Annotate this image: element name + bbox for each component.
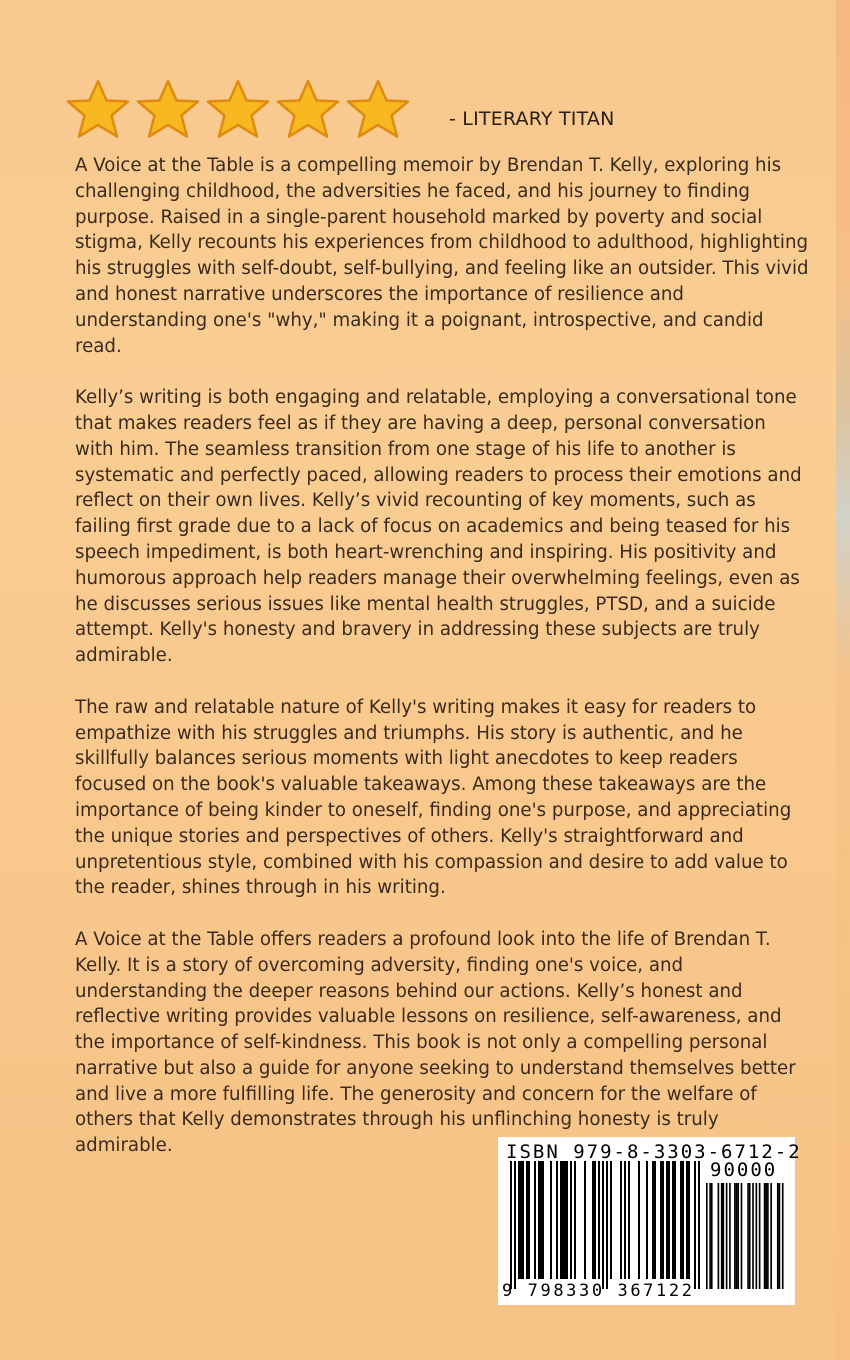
isbn-barcode: [498, 1137, 802, 1305]
barcode-bar: [562, 1161, 564, 1279]
barcode-bar: [646, 1161, 648, 1279]
barcode-bar: [592, 1161, 594, 1279]
star-rating: [64, 78, 412, 140]
barcode-bar: [540, 1161, 542, 1279]
addon-bar: [782, 1183, 784, 1289]
addon-bar: [729, 1183, 731, 1289]
barcode-bar: [564, 1161, 566, 1279]
addon-bar: [726, 1183, 728, 1289]
review-paragraph-3: The raw and relatable nature of Kelly's writing makes it easy for readers to empathize with his struggles and triumphs. His story is authentic, and he skillfully balances serious moments with light anecdotes to keep readers focused on the book's valuable takeaways. Among these takeaways are the importance of being kinder to oneself, finding one's purpose, and appreciating the unique stories and perspectives of others. Kelly's straightforward and unpretentious style, combined with his compassion and desire to add value to the reader, shines through in his writing.: [75, 696, 792, 899]
cover-art-edge: [836, 0, 850, 1360]
star-icon: [204, 78, 272, 140]
barcode-bar: [680, 1161, 682, 1279]
barcode-bar: [560, 1161, 562, 1279]
review-text: [75, 153, 810, 1185]
barcode-bar: [584, 1161, 586, 1279]
review-paragraph-1: A Voice at the Table is a compelling memoir by Brendan T. Kelly, exploring his challenging childhood, the adversities he faced, and his journey to finding purpose. Raised in a single-parent household marked by poverty and social stigma, Kelly recounts his experiences from childhood to adulthood, highlighting his struggles with self-doubt, self-bullying, and feeling like an outsider. This vivid and honest narrative underscores the importance of resilience and understanding one's "why," making it a poignant, introspective, and candid read.: [75, 155, 809, 357]
addon-bar: [764, 1183, 766, 1289]
barcode-bar: [624, 1161, 626, 1279]
barcode-bar: [542, 1161, 544, 1279]
barcode-bar: [520, 1161, 522, 1279]
addon-bar: [723, 1183, 725, 1289]
ean-digits: 9 798330 367122: [502, 1281, 695, 1301]
star-icon: [134, 78, 202, 140]
barcode-bar: [662, 1161, 664, 1279]
isbn-number: ISBN 979-8-3303-6712-2: [506, 1141, 802, 1163]
barcode-bar: [602, 1161, 604, 1289]
addon-bar: [721, 1183, 723, 1289]
barcode-bar: [668, 1161, 670, 1279]
barcode-bar: [628, 1161, 630, 1279]
barcode-bar: [534, 1161, 536, 1279]
barcode-bar: [528, 1161, 530, 1279]
barcode-bar: [698, 1161, 700, 1289]
barcode-bar: [610, 1161, 612, 1279]
barcode-bar: [538, 1161, 540, 1279]
barcode-bar: [510, 1161, 512, 1289]
addon-bar: [756, 1183, 758, 1289]
addon-bar: [749, 1183, 751, 1289]
barcode-bar: [570, 1161, 572, 1279]
barcode-bar: [574, 1161, 576, 1279]
barcode-bar: [566, 1161, 568, 1279]
addon-bar: [770, 1183, 772, 1289]
barcode-bar: [550, 1161, 552, 1279]
star-icon: [64, 78, 132, 140]
barcode-bar: [598, 1161, 600, 1279]
barcode-bar: [686, 1161, 688, 1279]
addon-bar: [752, 1183, 754, 1289]
addon-bar: [737, 1183, 739, 1289]
barcode-bar: [556, 1161, 558, 1279]
addon-bar: [741, 1183, 743, 1289]
price-code: 90000: [710, 1159, 778, 1181]
addon-bar: [709, 1183, 711, 1289]
barcode-bar: [694, 1161, 696, 1289]
addon-bar: [736, 1183, 738, 1289]
barcode-bar: [674, 1161, 676, 1279]
barcode-bar: [594, 1161, 596, 1279]
addon-bar: [777, 1183, 779, 1289]
review-paragraph-2: Kelly’s writing is both engaging and relatable, employing a conversational tone that makes readers feel as if they are having a deep, personal conversation with him. The seamless transition from one stage of his life to another is systematic and perfectly paced, allowing readers to process their emotions and reflect on their own lives. Kelly’s vivid recounting of key moments, such as failing first grade due to a lack of focus on academics and being teased for his speech impediment, is both heart-wrenching and inspiring. His positivity and humorous approach help readers manage their overwhelming feelings, even as he discusses serious issues like mental health struggles, PTSD, and a suicide attempt. Kelly's honesty and bravery in addressing these subjects are truly admirable.: [75, 387, 802, 667]
barcode-bar: [652, 1161, 654, 1279]
barcode-bar: [654, 1161, 656, 1279]
star-icon: [344, 78, 412, 140]
review-paragraph-4: A Voice at the Table offers readers a profound look into the life of Brendan T. Kelly. It is a story of overcoming adversity, finding one's voice, and understanding the deeper reasons behind our actions. Kelly’s honest and reflective writing provides valuable lessons on resilience, self-awareness, and the importance of self-kindness. This book is not only a compelling personal narrative but also a guide for anyone seeking to understand themselves better and live a more fulfilling life. The generosity and concern for the welfare of others that Kelly demonstrates through his unflinching honesty is truly admirable.: [75, 928, 796, 1157]
addon-bar: [779, 1183, 781, 1289]
barcode-bar: [518, 1161, 520, 1279]
barcode-bar: [688, 1161, 690, 1279]
barcode-bar: [638, 1161, 640, 1279]
barcode-bar: [672, 1161, 674, 1279]
addon-bar: [747, 1183, 749, 1289]
addon-bar: [767, 1183, 769, 1289]
star-icon: [274, 78, 342, 140]
addon-bar: [711, 1183, 713, 1289]
barcode-bar: [514, 1161, 516, 1289]
addon-bar: [718, 1183, 720, 1289]
addon-bar: [734, 1183, 736, 1289]
addon-bar: [759, 1183, 761, 1289]
barcode-bar: [522, 1161, 524, 1279]
review-attribution: - LITERARY TITAN: [449, 108, 615, 130]
addon-bar: [706, 1183, 708, 1289]
addon-bar: [765, 1183, 767, 1289]
barcode-bar: [526, 1161, 528, 1279]
barcode-bar: [620, 1161, 622, 1279]
barcode-bar: [666, 1161, 668, 1279]
barcode-bar: [682, 1161, 684, 1279]
barcode-bar: [606, 1161, 608, 1289]
barcode-bar: [660, 1161, 662, 1279]
